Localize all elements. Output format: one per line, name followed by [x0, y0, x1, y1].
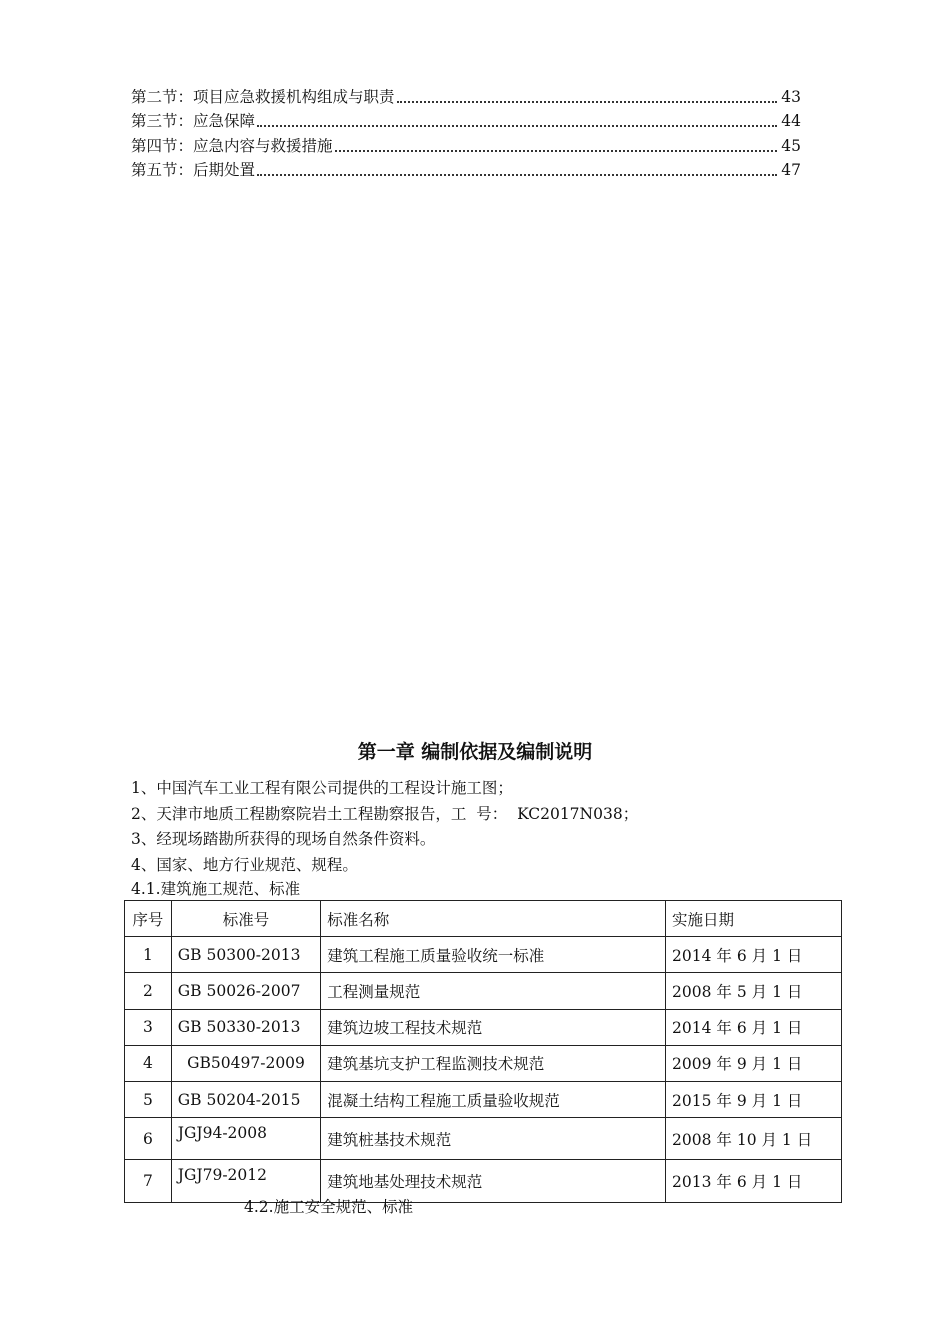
row-number: 1: [125, 937, 172, 973]
effective-date: 2013 年 6 月 1 日: [666, 1160, 842, 1202]
table-row: [125, 1045, 842, 1081]
toc-page-number: 43: [781, 87, 801, 106]
header-cell: 标准名称: [321, 901, 666, 937]
row-number: 2: [125, 973, 172, 1009]
standard-name: 工程测量规范: [321, 973, 666, 1009]
standard-name: 建筑地基处理技术规范: [321, 1160, 666, 1202]
row-number: 5: [125, 1081, 172, 1117]
table-row: [125, 1081, 842, 1117]
standard-code: GB50497-2009: [171, 1045, 321, 1081]
standard-name: 建筑工程施工质量验收统一标准: [321, 937, 666, 973]
standard-code: GB 50204-2015: [171, 1081, 321, 1117]
effective-date: 2014 年 6 月 1 日: [666, 937, 842, 973]
toc-page-number: 44: [781, 112, 801, 130]
header-cell: 实施日期: [666, 901, 842, 937]
toc-entry-label: 第三节：应急保障: [131, 112, 256, 130]
standard-code: GB 50026-2007: [171, 973, 321, 1009]
effective-date: 2008 年 10 月 1 日: [666, 1118, 842, 1160]
toc-leader-dots: [257, 125, 777, 127]
row-number: 3: [125, 1009, 172, 1045]
toc-entry[interactable]: [131, 107, 801, 132]
toc-entry-label: 第五节：后期处置: [131, 161, 256, 179]
toc-entry[interactable]: [131, 156, 801, 181]
toc-page-number: 45: [781, 136, 801, 155]
basis-list: [131, 776, 638, 878]
table-header-row: [125, 901, 842, 937]
table-row: [125, 937, 842, 973]
table-row: [125, 973, 842, 1009]
standard-name: 混凝土结构工程施工质量验收规范: [321, 1081, 666, 1117]
table-row: [125, 1160, 842, 1202]
subsection-heading: 4.1.建筑施工规范、标准: [131, 880, 301, 898]
chapter-title: 第一章 编制依据及编制说明: [357, 741, 593, 763]
basis-item: 4、国家、地方行业规范、规程。: [131, 855, 358, 874]
row-number: 4: [125, 1045, 172, 1081]
subsection-heading: 4.2.施工安全规范、标准: [244, 1198, 414, 1216]
standard-name: 建筑基坑支护工程监测技术规范: [321, 1045, 666, 1081]
effective-date: 2009 年 9 月 1 日: [666, 1045, 842, 1081]
standard-code: JGJ79-2012: [171, 1160, 321, 1202]
header-cell: 序号: [125, 901, 172, 937]
header-cell: 标准号: [171, 901, 321, 937]
effective-date: 2008 年 5 月 1 日: [666, 973, 842, 1009]
basis-item: 3、经现场踏勘所获得的现场自然条件资料。: [131, 830, 436, 848]
toc-leader-dots: [335, 150, 777, 152]
standard-code: GB 50330-2013: [171, 1009, 321, 1045]
toc-page-number: 47: [781, 161, 801, 179]
standard-code: JGJ94-2008: [171, 1118, 321, 1160]
table-of-contents: [131, 82, 801, 180]
standards-table: [124, 900, 842, 1203]
table-row: [125, 1118, 842, 1160]
row-number: 6: [125, 1118, 172, 1160]
standard-name: 建筑桩基技术规范: [321, 1118, 666, 1160]
effective-date: 2015 年 9 月 1 日: [666, 1081, 842, 1117]
effective-date: 2014 年 6 月 1 日: [666, 1009, 842, 1045]
toc-leader-dots: [397, 101, 777, 103]
toc-entry-label: 第四节：应急内容与救援措施: [131, 136, 333, 155]
toc-entry[interactable]: [131, 131, 801, 156]
row-number: 7: [125, 1160, 172, 1202]
table-row: [125, 1009, 842, 1045]
toc-entry-label: 第二节：项目应急救援机构组成与职责: [131, 87, 395, 106]
standard-code: GB 50300-2013: [171, 937, 321, 973]
standard-name: 建筑边坡工程技术规范: [321, 1009, 666, 1045]
toc-entry[interactable]: [131, 82, 801, 107]
basis-item: 1、中国汽车工业工程有限公司提供的工程设计施工图；: [131, 779, 513, 797]
toc-leader-dots: [257, 174, 777, 176]
basis-item: 2、天津市地质工程勘察院岩土工程勘察报告，工 号： KC2017N038；: [131, 804, 639, 823]
